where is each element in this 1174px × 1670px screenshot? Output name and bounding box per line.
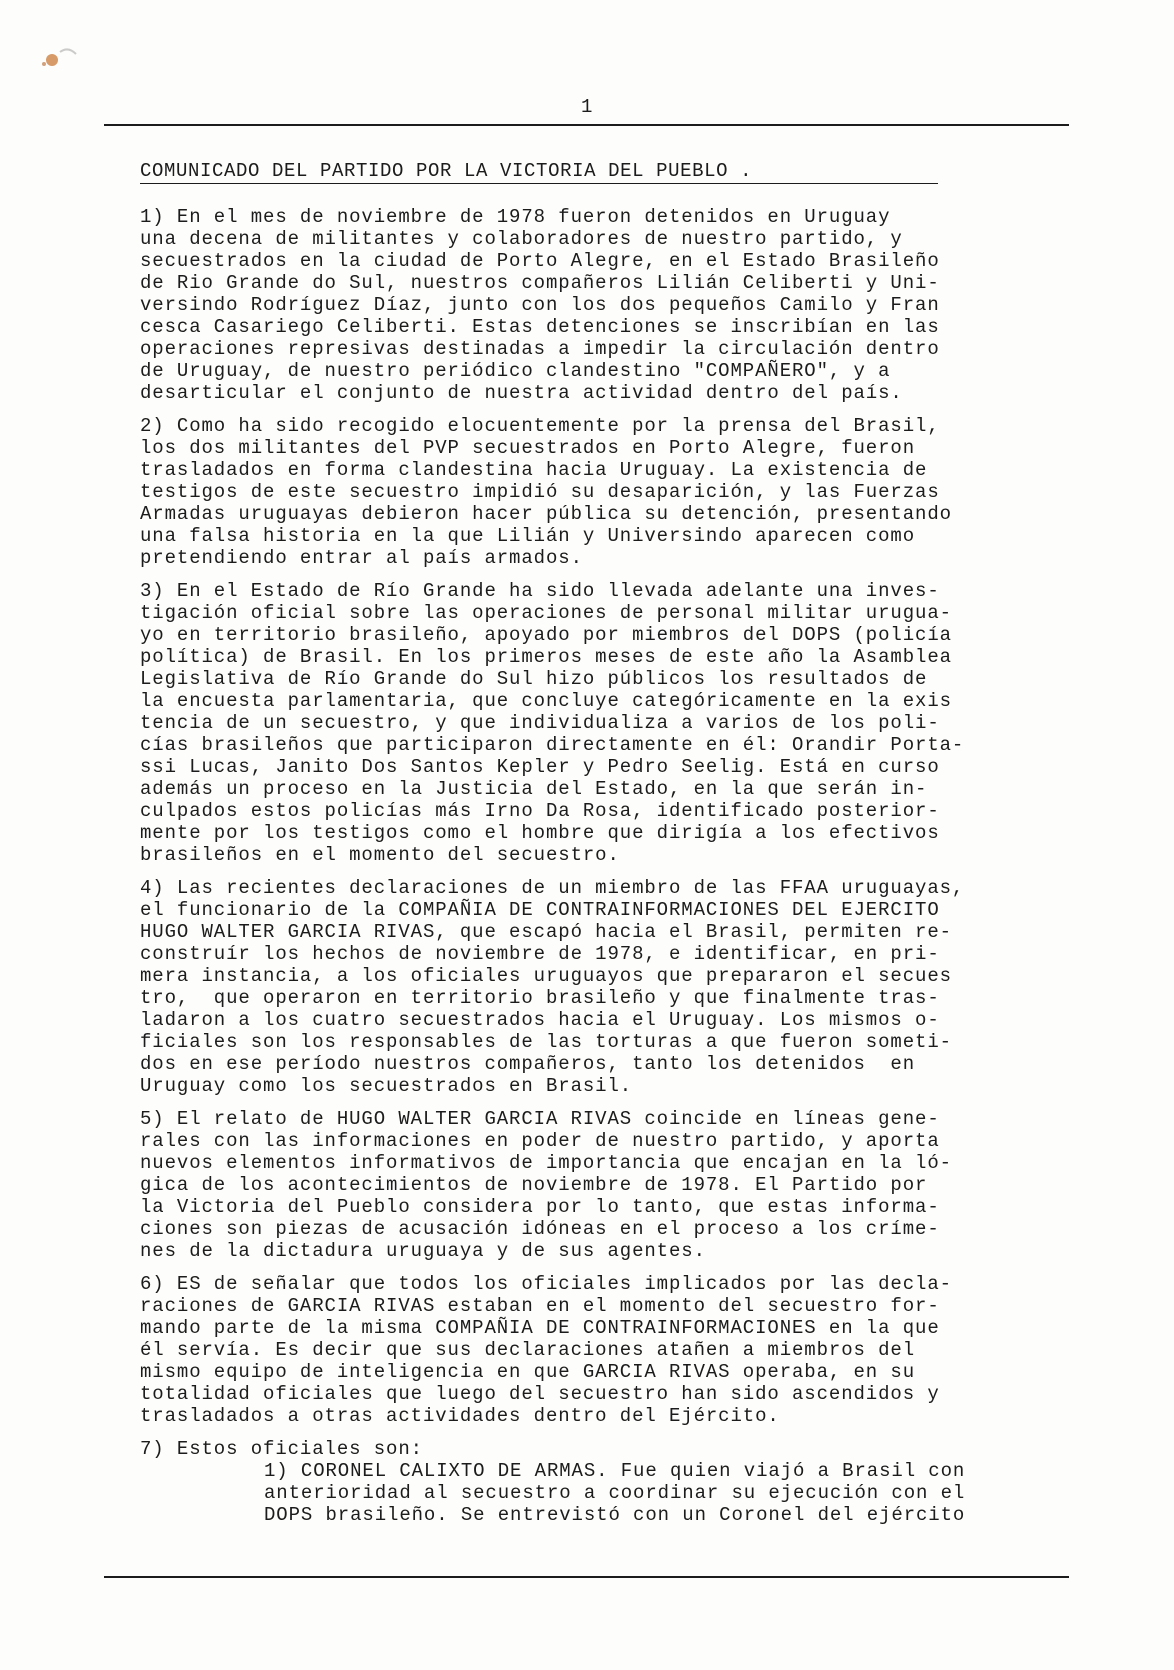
paragraph-1: [140, 206, 1040, 404]
text-line: Armadas uruguayas debieron hacer pública su detención, presentando: [140, 503, 952, 525]
text-line: de Rio Grande do Sul, nuestros compañeros Lilián Celiberti y Uni-: [140, 272, 940, 294]
text-line: tencia de un secuestro, y que individualiza a varios de los poli-: [140, 712, 940, 734]
text-line: gica de los acontecimientos de noviembre de 1978. El Partido por: [140, 1174, 928, 1196]
text-line: 5) El relato de HUGO WALTER GARCIA RIVAS coincide en líneas gene-: [140, 1108, 940, 1130]
text-line: ciones son piezas de acusación idóneas en el proceso a los críme-: [140, 1218, 940, 1240]
paragraph-3: [140, 580, 1040, 866]
text-line: yo en territorio brasileño, apoyado por miembros del DOPS (policía: [140, 624, 952, 646]
text-line: construír los hechos de noviembre de 1978, e identificar, en pri-: [140, 943, 940, 965]
text-line: operaciones represivas destinadas a impedir la circulación dentro: [140, 338, 940, 360]
paragraph-6: [140, 1273, 1040, 1427]
text-line: la Victoria del Pueblo considera por lo tanto, que estas informa-: [140, 1196, 940, 1218]
text-line: 3) En el Estado de Río Grande ha sido llevada adelante una inves-: [140, 580, 940, 602]
text-line: cías brasileños que participaron directamente en él: Orandir Porta-: [140, 734, 965, 756]
text-line: además un proceso en la Justicia del Estado, en la que serán in-: [140, 778, 928, 800]
text-line: él servía. Es decir que sus declaraciones atañen a miembros del: [140, 1339, 916, 1361]
text-line: dos en ese período nuestros compañeros, tanto los detenidos en: [140, 1053, 916, 1075]
text-line: ficiales son los responsables de las torturas a que fueron someti-: [140, 1031, 952, 1053]
text-line: una decena de militantes y colaboradores de nuestro partido, y: [140, 228, 903, 250]
text-line: cesca Casariego Celiberti. Estas detenciones se inscribían en las: [140, 316, 940, 338]
paragraph-4: [140, 877, 1040, 1097]
ink-smudge-mark: [30, 38, 88, 76]
text-line: trasladados a otras actividades dentro del Ejército.: [140, 1405, 780, 1427]
text-line: raciones de GARCIA RIVAS estaban en el momento del secuestro for-: [140, 1295, 940, 1317]
text-line: los dos militantes del PVP secuestrados en Porto Alegre, fueron: [140, 437, 916, 459]
bottom-rule: [104, 1576, 1069, 1578]
text-line: mismo equipo de inteligencia en que GARCIA RIVAS operaba, en su: [140, 1361, 916, 1383]
text-line: nes de la dictadura uruguaya y de sus agentes.: [140, 1240, 706, 1262]
text-line: tro, que operaron en territorio brasileño y que finalmente tras-: [140, 987, 940, 1009]
text-line: política) de Brasil. En los primeros meses de este año la Asamblea: [140, 646, 952, 668]
text-line: mando parte de la misma COMPAÑIA DE CONTRAINFORMACIONES en la que: [140, 1317, 940, 1339]
text-line: tigación oficial sobre las operaciones de personal militar urugua-: [140, 602, 952, 624]
text-line: mera instancia, a los oficiales uruguayos que prepararon el secues: [140, 965, 952, 987]
text-line: Legislativa de Río Grande do Sul hizo públicos los resultados de: [140, 668, 928, 690]
officer-entry-line: anterioridad al secuestro a coordinar su ejecución con el: [264, 1482, 966, 1504]
text-line: ladaron a los cuatro secuestrados hacia el Uruguay. Los mismos o-: [140, 1009, 940, 1031]
text-line: versindo Rodríguez Díaz, junto con los dos pequeños Camilo y Fran: [140, 294, 940, 316]
section-intro: 7) Estos oficiales son:: [140, 1438, 423, 1460]
text-line: culpados estos policías más Irno Da Rosa, identificado posterior-: [140, 800, 940, 822]
text-line: 1) En el mes de noviembre de 1978 fueron detenidos en Uruguay: [140, 206, 891, 228]
text-line: pretendiendo entrar al país armados.: [140, 547, 583, 569]
text-line: una falsa historia en la que Lilián y Universindo aparecen como: [140, 525, 916, 547]
text-line: 6) ES de señalar que todos los oficiales implicados por las decla-: [140, 1273, 952, 1295]
text-line: secuestrados en la ciudad de Porto Alegre, en el Estado Brasileño: [140, 250, 940, 272]
text-line: desarticular el conjunto de nuestra actividad dentro del país.: [140, 382, 903, 404]
document-body: [140, 206, 1040, 1537]
document-heading: COMUNICADO DEL PARTIDO POR LA VICTORIA DEL PUEBLO .: [140, 160, 938, 184]
text-line: nuevos elementos informativos de importancia que encajan en la ló-: [140, 1152, 952, 1174]
paragraph-2: [140, 415, 1040, 569]
text-line: la encuesta parlamentaria, que concluye categóricamente en la exis: [140, 690, 952, 712]
page-number: 1: [581, 96, 593, 118]
text-line: mente por los testigos como el hombre que dirigía a los efectivos: [140, 822, 940, 844]
text-line: de Uruguay, de nuestro periódico clandestino "COMPAÑERO", y a: [140, 360, 891, 382]
text-line: trasladados en forma clandestina hacia Uruguay. La existencia de: [140, 459, 928, 481]
text-line: totalidad oficiales que luego del secuestro han sido ascendidos y: [140, 1383, 940, 1405]
text-line: rales con las informaciones en poder de nuestro partido, y aporta: [140, 1130, 940, 1152]
officer-entry-line: 1) CORONEL CALIXTO DE ARMAS. Fue quien viajó a Brasil con: [264, 1460, 966, 1482]
text-line: HUGO WALTER GARCIA RIVAS, que escapó hacia el Brasil, permiten re-: [140, 921, 952, 943]
text-line: Uruguay como los secuestrados en Brasil.: [140, 1075, 633, 1097]
text-line: 4) Las recientes declaraciones de un miembro de las FFAA uruguayas,: [140, 877, 965, 899]
paragraph-7: [140, 1438, 1040, 1526]
top-rule: [104, 124, 1069, 126]
officer-entry-line: DOPS brasileño. Se entrevistó con un Coronel del ejército: [264, 1504, 966, 1526]
text-line: 2) Como ha sido recogido elocuentemente por la prensa del Brasil,: [140, 415, 940, 437]
text-line: ssi Lucas, Janito Dos Santos Kepler y Pedro Seelig. Está en curso: [140, 756, 940, 778]
paragraph-5: [140, 1108, 1040, 1262]
text-line: brasileños en el momento del secuestro.: [140, 844, 620, 866]
text-line: testigos de este secuestro impidió su desaparición, y las Fuerzas: [140, 481, 940, 503]
text-line: el funcionario de la COMPAÑIA DE CONTRAINFORMACIONES DEL EJERCITO: [140, 899, 940, 921]
